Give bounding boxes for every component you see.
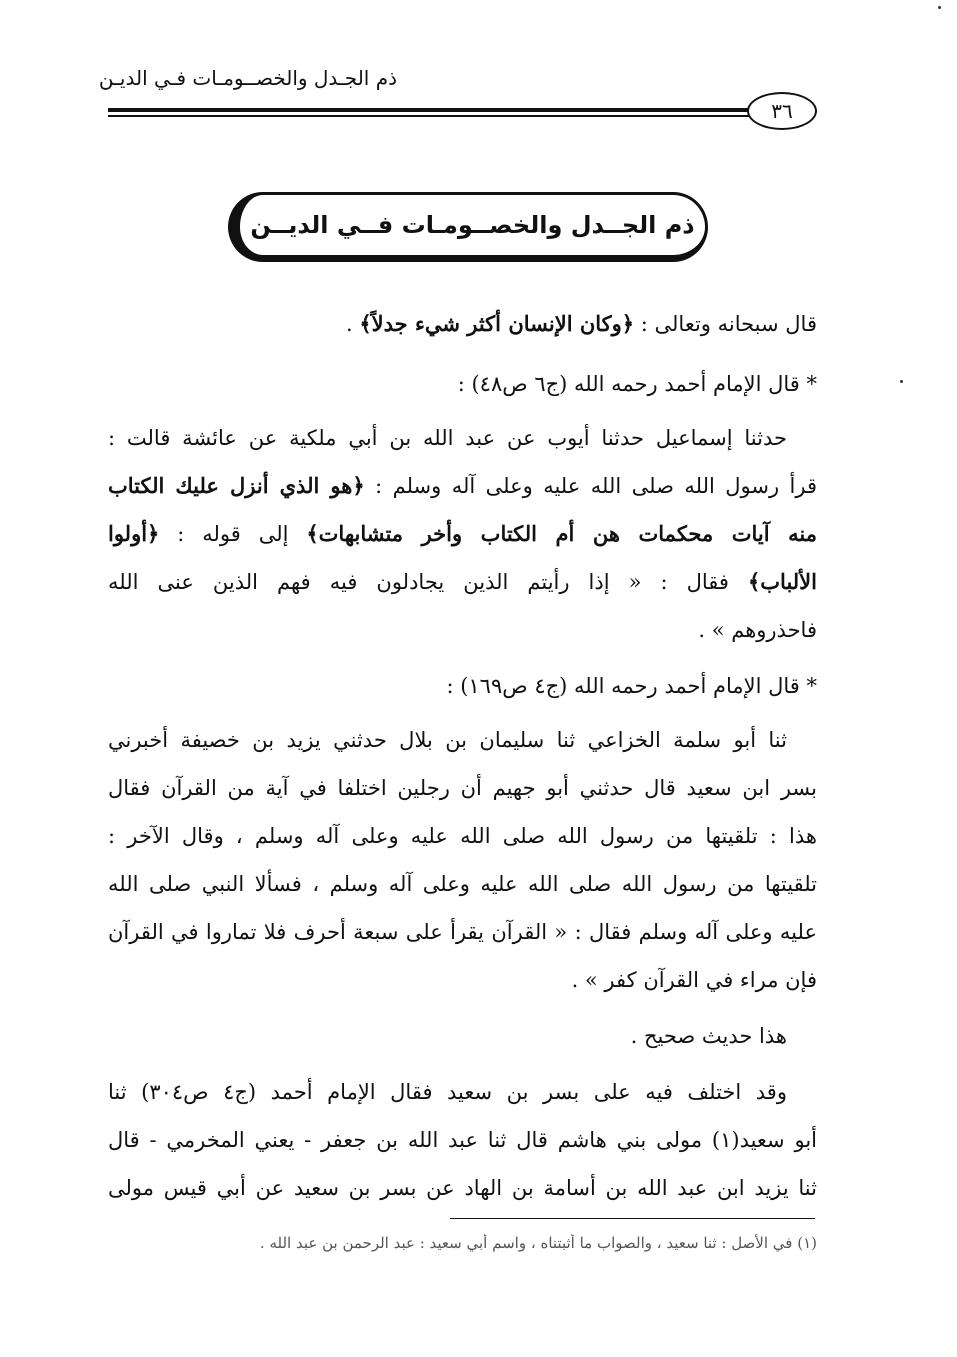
para-2-line-4: تلقيتها من رسول الله صلى الله عليه وعلى آله وسلم ، فسألا النبي صلى الله bbox=[108, 872, 817, 896]
footnote-rule bbox=[450, 1218, 815, 1219]
para-1-line-1: حدثنا إسماعيل حدثنا أيوب عن عبد الله بن أبي ملكية عن عائشة قالت : bbox=[108, 426, 787, 450]
heading-2 bbox=[108, 662, 817, 710]
verdict bbox=[108, 1012, 817, 1060]
para-1-line-4b: فقال : « إذا رأيتم الذين يجادلون فيه فهم الذين عنى الله bbox=[108, 570, 748, 594]
para-2-line-5: عليه وعلى آله وسلم فقال : « القرآن يقرأ على سبعة أحرف فلا تماروا في القرآن bbox=[108, 920, 817, 944]
para-2-line-2: بسر ابن سعيد قال حدثني أبو جهيم أن رجلين اختلفا في آية من القرآن فقال bbox=[108, 776, 817, 800]
paragraph-1 bbox=[108, 414, 817, 654]
verse-quote: ﴿وكان الإنسان أكثر شيء جدلاً﴾ bbox=[359, 311, 635, 336]
heading-2-text: * قال الإمام أحمد رحمه الله (ج٤ ص١٦٩) : bbox=[446, 674, 817, 698]
scan-speck bbox=[938, 6, 941, 9]
para-1-line-2 bbox=[108, 462, 817, 510]
heading-1 bbox=[108, 360, 817, 408]
verdict-text: هذا حديث صحيح . bbox=[630, 1024, 787, 1048]
verse-intro-lead: قال سبحانه وتعالى : bbox=[634, 312, 817, 336]
para-2-line-6: فإن مراء في القرآن كفر » . bbox=[571, 968, 817, 992]
page-number: ٣٦ bbox=[747, 92, 817, 130]
para-1-line-5: فاحذروهم » . bbox=[698, 618, 817, 642]
quran-quote-3: ﴿أولوا bbox=[108, 521, 160, 546]
para-3-line-2: أبو سعيد(١) مولى بني هاشم قال ثنا عبد الله بن جعفر - يعني المخرمي - قال bbox=[108, 1128, 817, 1152]
quran-quote-2: منه آيات محكمات هن أم الكتاب وأخر متشابهات﴾ bbox=[306, 521, 817, 546]
para-1-line-3b: إلى قوله : bbox=[159, 522, 307, 546]
heading-1-text: * قال الإمام أحمد رحمه الله (ج٦ ص٤٨) : bbox=[457, 372, 817, 396]
quran-quote-1: ﴿هو الذي أنزل عليك الكتاب bbox=[108, 473, 365, 498]
verse-intro bbox=[108, 300, 817, 348]
running-title: ذم الجـدل والخصــومـات فـي الديـن bbox=[98, 66, 397, 90]
para-2-line-3: هذا : تلقيتها من رسول الله صلى الله عليه وعلى آله وسلم ، وقال الآخر : bbox=[108, 824, 817, 848]
verse-intro-tail: . bbox=[346, 312, 360, 336]
para-1-line-3 bbox=[108, 510, 817, 558]
para-3-line-1: وقد اختلف فيه على بسر بن سعيد فقال الإمام أحمد (ج٤ ص٣٠٤) ثنا bbox=[108, 1080, 787, 1104]
para-3-line-3: ثنا يزيد ابن عبد الله بن أسامة بن الهاد عن بسر بن سعيد عن أبي قيس مولى bbox=[108, 1176, 817, 1200]
paragraph-2 bbox=[108, 716, 817, 1004]
chapter-title-box bbox=[228, 192, 708, 262]
paragraph-3 bbox=[108, 1068, 817, 1212]
para-1-line-2a: قرأ رسول الله صلى الله عليه وعلى آله وسلم : bbox=[364, 474, 817, 498]
quran-quote-4: الألباب﴾ bbox=[747, 569, 817, 594]
footnote: (١) في الأصل : ثنا سعيد ، والصواب ما أثبتناه ، واسم أبي سعيد : عبد الرحمن بن عبد الله . bbox=[259, 1234, 817, 1252]
chapter-title: ذم الجــدل والخصــومـات فــي الديــن bbox=[250, 211, 695, 239]
para-1-line-4 bbox=[108, 558, 817, 606]
scan-speck bbox=[900, 380, 903, 383]
header-rule bbox=[108, 108, 750, 117]
para-2-line-1: ثنا أبو سلمة الخزاعي ثنا سليمان بن بلال حدثني يزيد بن خصيفة أخبرني bbox=[108, 728, 787, 752]
